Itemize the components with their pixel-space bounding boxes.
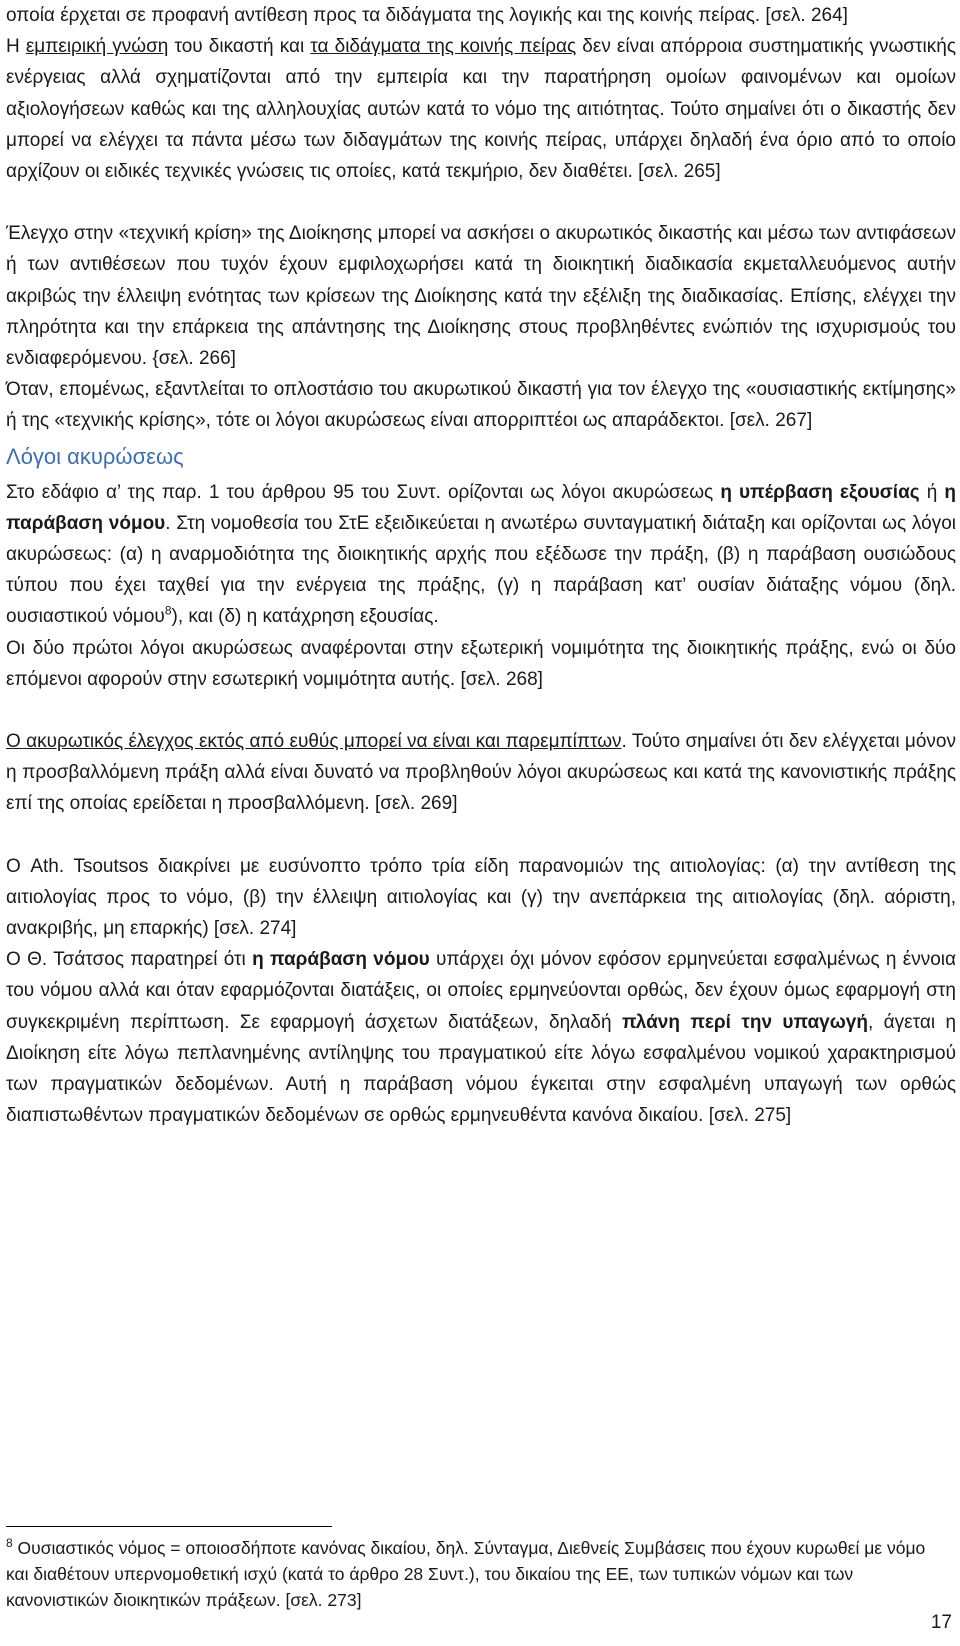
underlined-sentence-incidental-review: Ο ακυρωτικός έλεγχος εκτός από ευθύς μπορεί να είναι και παρεμπίπτων (6, 731, 622, 753)
bold-term-subsumption-error: πλάνη περί την υπαγωγή (621, 1011, 868, 1033)
bold-term-breach-of-law: η παράβαση νόμου (6, 481, 957, 534)
paragraph-7: Ο ακυρωτικός έλεγχος εκτός από ευθύς μπορεί να είναι και παρεμπίπτων. Τούτο σημαίνει ότι δεν ελέγχεται μόνον η προσβαλλόμενη πράξη αλλά είναι δυνατό να προβληθούν λόγοι ακυρώσεως και κατά της κανονιστικής πράξης επί της οποίας ερείδεται η προσβαλλόμενη. [σελ. 269] (6, 731, 956, 815)
paragraph-8: Ο Ath. Tsoutsos διακρίνει με ευσύνοπτο τρόπο τρία είδη παρανομιών της αιτιολογίας: (α) την αντίθεση της αιτιολογίας προς το νόμο, (β) την έλλειψη αιτιολογίας και (γ) την ανεπάρκεια της αιτιολογίας (δηλ. αόριστη, ανακριβής, μη επαρκής) [σελ. 274] (6, 855, 956, 940)
footnote-separator (6, 1526, 332, 1527)
paragraph-3: Έλεγχο στην «τεχνική κρίση» της Διοίκησης μπορεί να ασκήσει ο ακυρωτικός δικαστής και μέσω των αντιφάσεων ή των αντιθέσεων που τυχόν έχουν εμφιλοχωρήσει κατά τη διοικητική διαδικασία εκμεταλλευόμενος αυτήν ακριβώς την έλλειψη ενότητας των κρίσεων της Διοίκησης κατά την εξέλιξη της διαδικασίας. Επίσης, ελέγχει την πληρότητα και την επάρκεια της απάντησης της Διοίκησης στους προβληθέντες ενώπιόν της ισχυρισμούς του ενδιαφερόμενου. {σελ. 266] (6, 223, 956, 370)
underlined-term-empirical-knowledge: εμπειρική γνώση (25, 36, 169, 58)
document-page (6, 0, 956, 1132)
paragraph-2: Η εμπειρική γνώση του δικαστή και τα διδάγματα της κοινής πείρας δεν είναι απόρροια συστηματικής γνωστικής ενέργειας αλλά σχηματίζονται από την εμπειρία και την παρατήρηση ομοίων φαινομένων και ομοίων αξιολογήσεων καθώς και της αλληλουχίας αυτών κατά το νόμο της αιτιότητας. Τούτο σημαίνει ότι ο δικαστής δεν μπορεί να ελέγχει τα πάντα μέσω των διδαγμάτων της κοινής πείρας, υπάρχει δηλαδή ένα όριο από το οποίο αρχίζουν οι ειδικές τεχνικές γνώσεις τις οποίες, κατά τεκμήριο, δεν διαθέτει. [σελ. 265] (6, 36, 956, 183)
footnote-text: Ουσιαστικός νόμος = οποιοσδήποτε κανόνας δικαίου, δηλ. Σύνταγμα, Διεθνείς Συμβάσεις που έχουν κυρωθεί με νόμο και διαθέτουν υπερνομοθετική ισχύ (κατά το άρθρο 28 Συντ.), του δικαίου της ΕΕ, των τυπικών νόμων και των κανονιστικών διοικητικών πράξεων. [σελ. 273] (6, 1538, 926, 1610)
footnote-reference[interactable]: 8 (164, 604, 172, 619)
bold-term-excess-of-power: η υπέρβαση εξουσίας (720, 481, 920, 503)
footnote-mark: 8 (6, 1536, 13, 1551)
footnote (6, 1535, 951, 1613)
bold-term-breach-of-law-2: η παράβαση νόμου (252, 949, 430, 971)
paragraph-1: οποία έρχεται σε προφανή αντίθεση προς τα διδάγματα της λογικής και της κοινής πείρας. [σελ. 264] (6, 5, 848, 26)
underlined-term-common-experience: τα διδάγματα της κοινής πείρας (310, 36, 577, 58)
paragraph-5: Στο εδάφιο α’ της παρ. 1 του άρθρου 95 του Συντ. ορίζονται ως λόγοι ακυρώσεως η υπέρβαση εξουσίας ή η παράβαση νόμου. Στη νομοθεσία του ΣτΕ εξειδικεύεται η ανωτέρω συνταγματική διάταξη και ορίζονται ως λόγοι ακυρώσεως: (α) η αναρμοδιότητα της διοικητικής αρχής που εξέδωσε την πράξη, (β) η παράβαση ουσιώδους τύπου που έχει ταχθεί για την ενέργεια της πράξης, (γ) η παράβαση κατ’ ουσίαν διάταξης νόμου (δηλ. ουσιαστικού νόμου$^8$), και (δ) η κατάχρηση εξουσίας. (6, 481, 957, 628)
section-heading: Λόγοι ακυρώσεως (6, 443, 184, 469)
paragraph-4: Όταν, επομένως, εξαντλείται το οπλοστάσιο του ακυρωτικού δικαστή για τον έλεγχο της «ουσιαστικής εκτίμησης» ή της «τεχνικής κρίσης», τότε οι λόγοι ακυρώσεως είναι απορριπτέοι ως απαράδεκτοι. [σελ. 267] (6, 379, 956, 432)
paragraph-9: Ο Θ. Τσάτσος παρατηρεί ότι η παράβαση νόμου υπάρχει όχι μόνον εφόσον ερμηνεύεται εσφαλμένως η έννοια του νόμου αλλά και όταν εφαρμόζονται διατάξεις, οι οποίες ερμηνεύονται ορθώς, δεν έχουν όμως εφαρμογή στη συγκεκριμένη περίπτωση. Σε εφαρμογή άσχετων διατάξεων, δηλαδή πλάνη περί την υπαγωγή, άγεται η Διοίκηση είτε λόγω πεπλανημένης αντίληψης του πραγματικού είτε λόγω εσφαλμένου νομικού χαρακτηρισμού των πραγματικών δεδομένων. Αυτή η παράβαση νόμου έγκειται στην εσφαλμένη υπαγωγή των ορθώς διαπιστωθέντων πραγματικών δεδομένων σε ορθώς ερμηνευθέντα κανόνα δικαίου. [σελ. 275] (6, 949, 957, 1127)
paragraph-6: Οι δύο πρώτοι λόγοι ακυρώσεως αναφέρονται στην εξωτερική νομιμότητα της διοικητικής πράξης, ενώ οι δύο επόμενοι αφορούν στην εσωτερική νομιμότητα αυτής. [σελ. 268] (6, 637, 956, 690)
page-number: 17 (930, 1612, 952, 1633)
